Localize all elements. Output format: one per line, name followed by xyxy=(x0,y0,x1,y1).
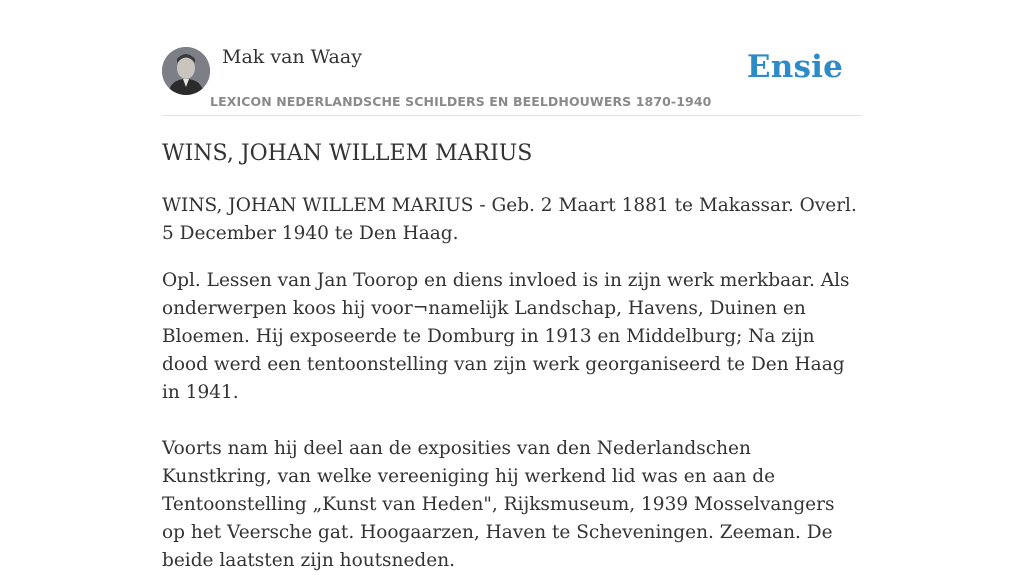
header xyxy=(162,0,862,116)
page xyxy=(162,0,862,571)
article-body xyxy=(162,192,862,575)
brand-logo[interactable]: Ensie xyxy=(746,49,843,85)
article-title: WINS, JOHAN WILLEM MARIUS xyxy=(162,141,533,166)
lexicon-title[interactable]: LEXICON NEDERLANDSCHE SCHILDERS EN BEELDHOUWERS 1870-1940 xyxy=(210,94,712,109)
article-paragraph: WINS, JOHAN WILLEM MARIUS - Geb. 2 Maart 1881 te Makassar. Overl. 5 December 1940 te Den Haag. xyxy=(162,195,857,244)
article-paragraph: Opl. Lessen van Jan Toorop en diens invloed is in zijn werk merkbaar. Als onderwerpen koos hij voor¬namelijk Landschap, Havens, Duinen en Bloemen. Hij exposeerde te Domburg in 1913 en Middelburg; Na zijn dood werd een tentoonstelling van zijn werk georganiseerd te Den Haag in 1941. xyxy=(162,270,850,403)
article-paragraph: Voorts nam hij deel aan de exposities van den Nederlandschen Kunstkring, van welke vereeniging hij werkend lid was en aan de Tentoonstelling „Kunst van Heden", Rijksmuseum, 1939 Mosselvangers op het Veersche gat. Hoogaarzen, Haven te Scheveningen. Zeeman. De beide laatsten zijn houtsneden. xyxy=(162,438,835,571)
author-avatar[interactable] xyxy=(162,47,210,95)
author-name[interactable]: Mak van Waay xyxy=(222,46,362,68)
author-portrait-icon xyxy=(162,47,210,95)
